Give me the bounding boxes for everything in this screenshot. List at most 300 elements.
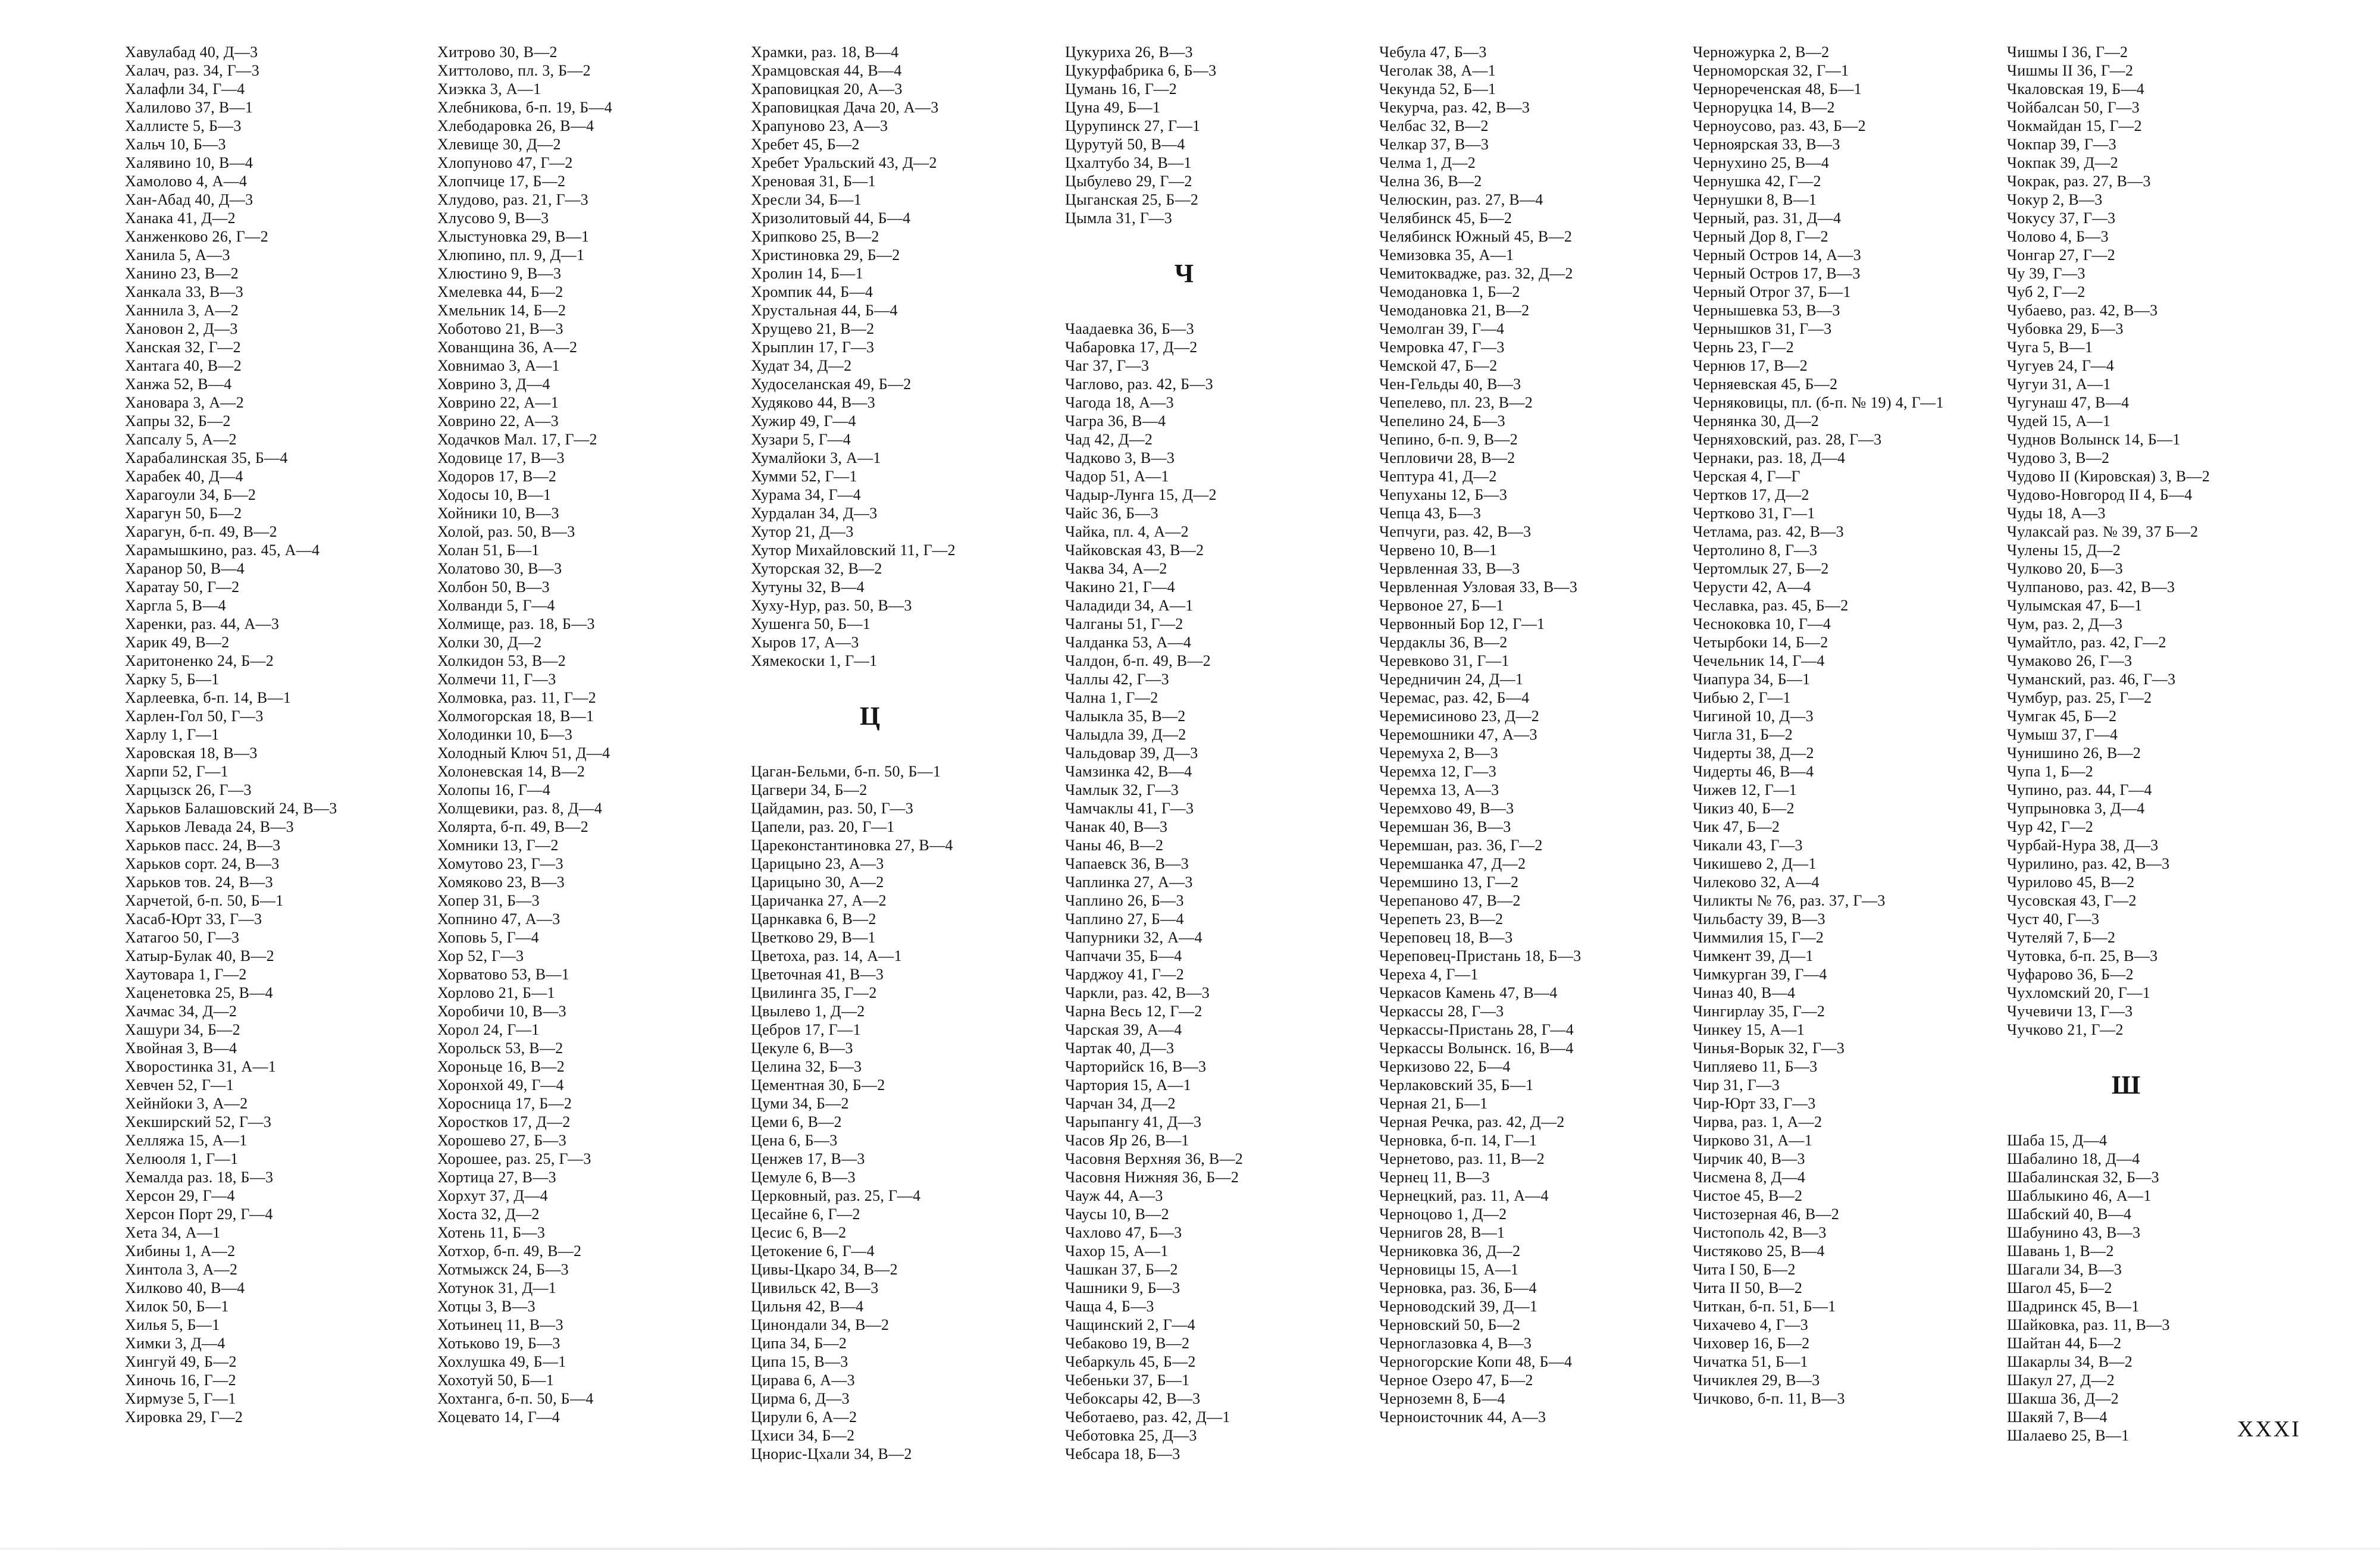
index-entry: Цареконстантиновка 27, В—4 xyxy=(751,837,953,854)
index-entry: Чебаково 19, В—2 xyxy=(1065,1335,1190,1352)
index-entry: Хапсалу 5, А—2 xyxy=(125,431,237,448)
index-entry: Черниковка 36, Д—2 xyxy=(1379,1242,1521,1260)
index-entry: Чалганы 51, Г—2 xyxy=(1065,615,1183,632)
index-entry: Хилья 5, Б—1 xyxy=(125,1316,220,1333)
index-entry: Чутовка, б-п. 25, В—3 xyxy=(2007,947,2158,965)
index-entry: Червонный Бор 12, Г—1 xyxy=(1379,615,1545,632)
index-entry: Черновка, раз. 36, Б—4 xyxy=(1379,1279,1537,1297)
index-entry: Чепчуги, раз. 42, В—3 xyxy=(1379,523,1532,540)
index-entry: Хантага 40, В—2 xyxy=(125,357,242,374)
index-entry: Чаща 4, Б—3 xyxy=(1065,1298,1154,1315)
index-entry: Чемизовка 35, А—1 xyxy=(1379,246,1514,264)
index-entry: Черемуха 2, В—3 xyxy=(1379,744,1498,762)
index-entry: Чамчаклы 41, Г—3 xyxy=(1065,800,1194,817)
index-entry: Червленная 33, В—3 xyxy=(1379,560,1520,577)
index-entry: Харьков тов. 24, В—3 xyxy=(125,873,273,891)
index-entry: Цемуле 6, В—3 xyxy=(751,1169,856,1186)
index-entry: Хотунок 31, Д—1 xyxy=(437,1279,557,1297)
index-entry: Чухломский 20, Г—1 xyxy=(2007,984,2151,1001)
index-entry: Чен-Гельды 40, В—3 xyxy=(1379,375,1521,393)
index-entry: Цирули 6, А—2 xyxy=(751,1408,857,1426)
index-entry: Черный Дор 8, Г—2 xyxy=(1693,228,1828,245)
index-entry: Харабек 40, Д—4 xyxy=(125,468,243,485)
index-entry: Чимкент 39, Д—1 xyxy=(1693,947,1814,965)
index-entry: Хлюстино 9, В—3 xyxy=(437,265,562,282)
index-entry: Чулены 15, Д—2 xyxy=(2007,541,2121,559)
index-entry: Хорольск 53, В—2 xyxy=(437,1039,563,1057)
index-entry: Харцызск 26, Г—3 xyxy=(125,781,252,799)
index-entry: Чемитоквадже, раз. 32, Д—2 xyxy=(1379,265,1573,282)
index-entry: Чубовка 29, Б—3 xyxy=(2007,320,2124,337)
index-entry: Шайтан 44, Б—2 xyxy=(2007,1335,2122,1352)
index-entry: Черкасов Камень 47, В—4 xyxy=(1379,984,1558,1001)
index-entry: Чичково, б-п. 11, В—3 xyxy=(1693,1390,1845,1407)
index-column-7 xyxy=(2007,43,2316,1445)
index-entry: Храповицкая 20, А—3 xyxy=(751,80,903,98)
index-entry: Хорватово 53, В—1 xyxy=(437,966,569,983)
index-entry: Чайс 36, Б—3 xyxy=(1065,505,1158,522)
index-entry: Чебеньки 37, Б—1 xyxy=(1065,1371,1190,1389)
index-column-3 xyxy=(751,43,1060,1463)
index-entry: Шабский 40, В—4 xyxy=(2007,1205,2132,1223)
index-entry: Цесис 6, В—2 xyxy=(751,1224,847,1241)
index-entry: Холярта, б-п. 49, В—2 xyxy=(437,818,589,835)
index-entry: Чадор 51, А—1 xyxy=(1065,468,1169,485)
index-entry: Хузари 5, Г—4 xyxy=(751,431,851,448)
index-entry: Чепелево, пл. 23, В—2 xyxy=(1379,394,1533,411)
index-entry: Цеми 6, В—2 xyxy=(751,1113,842,1131)
index-entry: Холопы 16, Г—4 xyxy=(437,781,551,799)
index-entry: Чутеляй 7, Б—2 xyxy=(2007,929,2116,946)
index-entry: Черный, раз. 31, Д—4 xyxy=(1693,209,1842,227)
index-entry: Хмелевка 44, Б—2 xyxy=(437,283,563,300)
index-entry: Храпуново 23, А—3 xyxy=(751,117,888,134)
index-entry: Хороньце 16, В—2 xyxy=(437,1058,565,1075)
index-entry: Чокрак, раз. 27, В—3 xyxy=(2007,173,2151,190)
index-entry: Чалдон, б-п. 49, В—2 xyxy=(1065,652,1211,669)
index-entry: Холодинки 10, Б—3 xyxy=(437,726,573,743)
index-entry: Хотень 11, Б—3 xyxy=(437,1224,546,1241)
index-entry: Хованщина 36, А—2 xyxy=(437,339,578,356)
index-entry: Чепелино 24, Б—3 xyxy=(1379,412,1505,430)
index-entry: Чеславка, раз. 45, Б—2 xyxy=(1693,597,1849,614)
index-entry: Шаблыкино 46, А—1 xyxy=(2007,1187,2152,1204)
index-entry: Цена 6, Б—3 xyxy=(751,1132,838,1149)
index-entry: Чердаклы 36, В—2 xyxy=(1379,634,1508,651)
index-entry: Хибины 1, А—2 xyxy=(125,1242,236,1260)
index-entry: Харлен-Гол 50, Г—3 xyxy=(125,707,264,725)
index-entry: Чу 39, Г—3 xyxy=(2007,265,2085,282)
index-entry: Хотцы 3, В—3 xyxy=(437,1298,536,1315)
index-entry: Химки 3, Д—4 xyxy=(125,1335,226,1352)
index-entry: Холванди 5, Г—4 xyxy=(437,597,555,614)
index-entry: Чемодановка 21, В—2 xyxy=(1379,302,1530,319)
index-entry: Хрыплин 17, Г—3 xyxy=(751,339,875,356)
index-entry: Шалаево 25, В—1 xyxy=(2007,1427,2130,1444)
index-entry: Часовня Верхняя 36, В—2 xyxy=(1065,1150,1244,1167)
index-entry: Черепеть 23, В—2 xyxy=(1379,910,1504,928)
index-entry: Цирма 6, Д—3 xyxy=(751,1390,850,1407)
index-entry: Хопер 31, Б—3 xyxy=(437,892,540,909)
index-entry: Чалыкла 35, В—2 xyxy=(1065,707,1186,725)
index-entry: Чернецкий, раз. 11, А—4 xyxy=(1379,1187,1549,1204)
index-entry: Хилково 40, В—4 xyxy=(125,1279,245,1297)
index-entry: Хитрово 30, В—2 xyxy=(437,43,558,61)
index-entry: Чернюв 17, В—2 xyxy=(1693,357,1808,374)
index-entry: Шакша 36, Д—2 xyxy=(2007,1390,2119,1407)
section-letter: Ч xyxy=(1174,259,1194,288)
index-entry: Черкассы 28, Г—3 xyxy=(1379,1003,1504,1020)
index-column-5 xyxy=(1379,43,1689,1426)
index-entry: Чернетово, раз. 11, В—2 xyxy=(1379,1150,1545,1167)
index-entry: Цуми 34, Б—2 xyxy=(751,1095,849,1112)
index-entry: Хавулабад 40, Д—3 xyxy=(125,43,258,61)
index-entry: Чингирлау 35, Г—2 xyxy=(1693,1003,1825,1020)
index-entry: Цукурфабрика 6, Б—3 xyxy=(1065,62,1217,79)
index-entry: Холбон 50, В—3 xyxy=(437,578,550,596)
index-entry: Черемисиново 23, Д—2 xyxy=(1379,707,1540,725)
index-entry: Шабалинская 32, Б—3 xyxy=(2007,1169,2159,1186)
index-entry: Хапры 32, Б—2 xyxy=(125,412,231,430)
index-entry: Черемхово 49, В—3 xyxy=(1379,800,1514,817)
index-entry: Хорошее, раз. 25, Г—3 xyxy=(437,1150,591,1167)
index-entry: Чита II 50, В—2 xyxy=(1693,1279,1803,1297)
index-entry: Харагун 50, Б—2 xyxy=(125,505,242,522)
index-entry: Червленная Узловая 33, В—3 xyxy=(1379,578,1578,596)
index-entry: Хиночь 16, Г—2 xyxy=(125,1371,236,1389)
index-entry: Чапаевск 36, В—3 xyxy=(1065,855,1189,872)
index-entry: Черное Озеро 47, Б—2 xyxy=(1379,1371,1533,1389)
index-entry: Чаркли, раз. 42, В—3 xyxy=(1065,984,1210,1001)
index-entry: Цивы-Цкаро 34, В—2 xyxy=(751,1261,898,1278)
index-entry: Хрипково 25, В—2 xyxy=(751,228,879,245)
index-entry: Хоботово 21, В—3 xyxy=(437,320,563,337)
index-entry: Чечельник 14, Г—4 xyxy=(1693,652,1825,669)
index-entry: Челма 1, Д—2 xyxy=(1379,154,1476,171)
index-entry: Чемолган 39, Г—4 xyxy=(1379,320,1505,337)
index-entry: Чибью 2, Г—1 xyxy=(1693,689,1791,706)
index-entry: Хортица 27, В—3 xyxy=(437,1169,556,1186)
index-entry: Чиховер 16, Б—2 xyxy=(1693,1335,1810,1352)
index-entry: Челюскин, раз. 27, В—4 xyxy=(1379,191,1543,208)
index-entry: Чартак 40, Д—3 xyxy=(1065,1039,1175,1057)
index-entry: Черевково 31, Г—1 xyxy=(1379,652,1510,669)
index-entry: Чебула 47, Б—3 xyxy=(1379,43,1487,61)
index-entry: Чонгар 27, Г—2 xyxy=(2007,246,2116,264)
index-entry: Цнорис-Цхали 34, В—2 xyxy=(751,1445,912,1463)
index-entry: Холмовка, раз. 11, Г—2 xyxy=(437,689,597,706)
index-entry: Храмки, раз. 18, В—4 xyxy=(751,43,899,61)
index-entry: Храмцовская 44, В—4 xyxy=(751,62,902,79)
index-entry: Хлопуново 47, Г—2 xyxy=(437,154,573,171)
index-entry: Четырбоки 14, Б—2 xyxy=(1693,634,1828,651)
index-entry: Чапчачи 35, Б—4 xyxy=(1065,947,1182,965)
index-entry: Хоста 32, Д—2 xyxy=(437,1205,540,1223)
index-entry: Хрустальная 44, Б—4 xyxy=(751,302,898,319)
index-entry: Чум, раз. 2, Д—3 xyxy=(2007,615,2123,632)
index-entry: Чебоксары 42, В—3 xyxy=(1065,1390,1201,1407)
index-entry: Чугунаш 47, В—4 xyxy=(2007,394,2130,411)
index-entry: Цымла 31, Г—3 xyxy=(1065,209,1172,227)
index-entry: Чахор 15, А—1 xyxy=(1065,1242,1169,1260)
index-entry: Черемшино 13, Г—2 xyxy=(1379,873,1519,891)
index-entry: Чернореченская 48, Б—1 xyxy=(1693,80,1862,98)
index-entry: Чусовская 43, Г—2 xyxy=(2007,892,2137,909)
index-entry: Халафли 34, Г—4 xyxy=(125,80,245,98)
index-entry: Хутуны 32, В—4 xyxy=(751,578,865,596)
index-entry: Хутор 21, Д—3 xyxy=(751,523,854,540)
index-entry: Худоселанская 49, Б—2 xyxy=(751,375,912,393)
index-entry: Чадыр-Лунга 15, Д—2 xyxy=(1065,486,1217,503)
index-entry: Хлюпино, пл. 9, Д—1 xyxy=(437,246,585,264)
index-entry: Чемодановка 1, Б—2 xyxy=(1379,283,1520,300)
index-entry: Чурилино, раз. 42, В—3 xyxy=(2007,855,2170,872)
index-entry: Хевчен 52, Г—1 xyxy=(125,1076,234,1094)
index-column-2 xyxy=(437,43,747,1426)
index-entry: Халилово 37, В—1 xyxy=(125,99,253,116)
index-entry: Чипляево 11, Б—3 xyxy=(1693,1058,1818,1075)
index-entry: Чертково 31, Г—1 xyxy=(1693,505,1815,522)
index-entry: Хотхор, б-п. 49, В—2 xyxy=(437,1242,582,1260)
index-entry: Черемшанка 47, Д—2 xyxy=(1379,855,1526,872)
index-entry: Чанак 40, В—3 xyxy=(1065,818,1168,835)
index-entry: Челна 36, В—2 xyxy=(1379,173,1482,190)
index-entry: Хребет 45, Б—2 xyxy=(751,136,860,153)
index-entry: Херсон 29, Г—4 xyxy=(125,1187,235,1204)
index-entry: Челябинск Южный 45, В—2 xyxy=(1379,228,1573,245)
index-entry: Ханкала 33, В—3 xyxy=(125,283,244,300)
index-entry: Хиэкка 3, А—1 xyxy=(437,80,541,98)
index-entry: Хейнйоки 3, А—2 xyxy=(125,1095,248,1112)
index-entry: Чадково 3, В—3 xyxy=(1065,449,1175,466)
index-entry: Хлебодаровка 26, В—4 xyxy=(437,117,594,134)
index-entry: Шаба 15, Д—4 xyxy=(2007,1132,2107,1149)
index-entry: Хлебникова, б-п. 19, Б—4 xyxy=(437,99,613,116)
index-entry: Хлопчице 17, Б—2 xyxy=(437,173,566,190)
index-entry: Чихачево 4, Г—3 xyxy=(1693,1316,1809,1333)
index-entry: Чернец 11, В—3 xyxy=(1379,1169,1490,1186)
index-entry: Черноземн 8, Б—4 xyxy=(1379,1390,1505,1407)
index-entry: Черноисточник 44, А—3 xyxy=(1379,1408,1546,1426)
index-entry: Хрущево 21, В—2 xyxy=(751,320,875,337)
index-entry: Чайковская 43, В—2 xyxy=(1065,541,1204,559)
index-entry: Хурама 34, Г—4 xyxy=(751,486,861,503)
index-entry: Чумбур, раз. 25, Г—2 xyxy=(2007,689,2152,706)
index-entry: Шакарлы 34, В—2 xyxy=(2007,1353,2132,1370)
index-entry: Чучевичи 13, Г—3 xyxy=(2007,1003,2133,1020)
index-entry: Чередничин 24, Д—1 xyxy=(1379,671,1524,688)
index-entry: Шайковка, раз. 11, В—3 xyxy=(2007,1316,2170,1333)
index-entry: Цильня 42, В—4 xyxy=(751,1298,864,1315)
index-entry: Ховнимао 3, А—1 xyxy=(437,357,560,374)
index-entry: Хойники 10, В—3 xyxy=(437,505,559,522)
index-entry: Чистозерная 46, В—2 xyxy=(1693,1205,1840,1223)
index-entry: Чернигов 28, В—1 xyxy=(1379,1224,1505,1241)
section-letter: Ш xyxy=(2111,1070,2141,1100)
index-entry: Цвилинга 35, Г—2 xyxy=(751,984,877,1001)
index-entry: Чупрыновка 3, Д—4 xyxy=(2007,800,2145,817)
index-entry: Чарна Весь 12, Г—2 xyxy=(1065,1003,1202,1020)
index-entry: Чупа 1, Б—2 xyxy=(2007,763,2094,780)
index-entry: Чаны 46, В—2 xyxy=(1065,837,1164,854)
section-spacer xyxy=(751,744,1060,762)
index-entry: Чагода 18, А—3 xyxy=(1065,394,1174,411)
index-entry: Чаплино 26, Б—3 xyxy=(1065,892,1184,909)
index-entry: Черногорские Копи 48, Б—4 xyxy=(1379,1353,1573,1370)
index-entry: Черный Отрог 37, Б—1 xyxy=(1693,283,1851,300)
index-entry: Черновицы 15, А—1 xyxy=(1379,1261,1519,1278)
index-entry: Чернухино 25, В—4 xyxy=(1693,154,1830,171)
index-entry: Ханжа 52, В—4 xyxy=(125,375,232,393)
index-entry: Хаутовара 1, Г—2 xyxy=(125,966,247,983)
index-entry: Череха 4, Г—1 xyxy=(1379,966,1479,983)
index-entry: Черемшан 36, В—3 xyxy=(1379,818,1511,835)
index-entry: Черемшан, раз. 36, Г—2 xyxy=(1379,837,1543,854)
index-entry: Хотмыжск 24, Б—3 xyxy=(437,1261,569,1278)
index-entry: Ханнила 3, А—2 xyxy=(125,302,239,319)
index-entry: Чернушки 8, В—1 xyxy=(1693,191,1817,208)
index-entry: Чальдовар 39, Д—3 xyxy=(1065,744,1198,762)
index-entry: Цагвери 34, Б—2 xyxy=(751,781,868,799)
index-column-1 xyxy=(125,43,434,1426)
index-entry: Чертолино 8, Г—3 xyxy=(1693,541,1818,559)
index-entry: Чаллы 42, Г—3 xyxy=(1065,671,1169,688)
index-entry: Хумалйоки 3, А—1 xyxy=(751,449,881,466)
index-entry: Ханака 41, Д—2 xyxy=(125,209,236,227)
index-entry: Чирково 31, А—1 xyxy=(1693,1132,1812,1149)
index-entry: Хировка 29, Г—2 xyxy=(125,1408,243,1426)
index-entry: Харик 49, В—2 xyxy=(125,634,230,651)
index-entry: Чеботаево, раз. 42, Д—1 xyxy=(1065,1408,1230,1426)
index-entry: Черкассы Волынск. 16, В—4 xyxy=(1379,1039,1574,1057)
index-entry: Часов Яр 26, В—1 xyxy=(1065,1132,1189,1149)
index-entry: Чиназ 40, В—4 xyxy=(1693,984,1796,1001)
index-entry: Чарторийск 16, В—3 xyxy=(1065,1058,1207,1075)
index-entry: Хорлово 21, Б—1 xyxy=(437,984,555,1001)
index-entry: Хасаб-Юрт 33, Г—3 xyxy=(125,910,262,928)
index-entry: Чумайтло, раз. 42, Г—2 xyxy=(2007,634,2166,651)
index-entry: Чудово II (Кировская) 3, В—2 xyxy=(2007,468,2210,485)
index-entry: Хальч 10, Б—3 xyxy=(125,136,226,153)
index-entry: Чур 42, Г—2 xyxy=(2007,818,2094,835)
index-entry: Шагали 34, В—3 xyxy=(2007,1261,2122,1278)
index-entry: Хоросница 17, Б—2 xyxy=(437,1095,572,1112)
index-entry: Харатау 50, Г—2 xyxy=(125,578,240,596)
index-entry: Хатыр-Булак 40, В—2 xyxy=(125,947,274,965)
index-entry: Чауж 44, А—3 xyxy=(1065,1187,1163,1204)
index-entry: Чупино, раз. 44, Г—4 xyxy=(2007,781,2152,799)
index-entry: Хиттолово, пл. 3, Б—2 xyxy=(437,62,591,79)
index-entry: Чичиклея 29, В—3 xyxy=(1693,1371,1820,1389)
index-entry: Чуманский, раз. 46, Г—3 xyxy=(2007,671,2176,688)
index-entry: Хамолово 4, А—4 xyxy=(125,173,248,190)
index-entry: Харанор 50, В—4 xyxy=(125,560,245,577)
index-entry: Чудово-Новгород II 4, Б—4 xyxy=(2007,486,2193,503)
index-entry: Чолово 4, Б—3 xyxy=(2007,228,2109,245)
index-column-6 xyxy=(1693,43,2002,1408)
index-entry: Харьков сорт. 24, В—3 xyxy=(125,855,280,872)
index-entry: Хемалда раз. 18, Б—3 xyxy=(125,1169,274,1186)
index-entry: Чаплино 27, Б—4 xyxy=(1065,910,1184,928)
index-entry: Хурдалан 34, Д—3 xyxy=(751,505,878,522)
index-entry: Чулпаново, раз. 42, В—3 xyxy=(2007,578,2175,596)
index-entry: Чикали 43, Г—3 xyxy=(1693,837,1803,854)
index-entry: Шакяй 7, В—4 xyxy=(2007,1408,2107,1426)
index-entry: Чинья-Ворык 32, Г—3 xyxy=(1693,1039,1845,1057)
index-entry: Чернышков 31, Г—3 xyxy=(1693,320,1832,337)
index-entry: Шадринск 45, В—1 xyxy=(2007,1298,2140,1315)
index-entry: Цаган-Бельми, б-п. 50, Б—1 xyxy=(751,763,941,780)
index-entry: Чуды 18, А—3 xyxy=(2007,505,2106,522)
index-entry: Часовня Нижняя 36, Б—2 xyxy=(1065,1169,1239,1186)
index-entry: Хлудово, раз. 21, Г—3 xyxy=(437,191,588,208)
index-entry: Харгла 5, В—4 xyxy=(125,597,226,614)
index-entry: Хорошево 27, Б—3 xyxy=(437,1132,567,1149)
index-entry: Хекширский 52, Г—3 xyxy=(125,1113,272,1131)
index-entry: Чуга 5, В—1 xyxy=(2007,339,2093,356)
index-entry: Череповец 18, В—3 xyxy=(1379,929,1513,946)
index-entry: Чарчан 34, Д—2 xyxy=(1065,1095,1176,1112)
index-entry: Чагра 36, В—4 xyxy=(1065,412,1166,430)
index-entry: Черняховский, раз. 28, Г—3 xyxy=(1693,431,1882,448)
index-entry: Хоцевато 14, Г—4 xyxy=(437,1408,560,1426)
index-entry: Чеголак 38, А—1 xyxy=(1379,62,1496,79)
index-entry: Челябинск 45, Б—2 xyxy=(1379,209,1512,227)
index-entry: Ходовице 17, В—3 xyxy=(437,449,565,466)
index-entry: Холмогорская 18, В—1 xyxy=(437,707,594,725)
index-entry: Челбас 32, В—2 xyxy=(1379,117,1489,134)
page-number: XXXI xyxy=(2237,1417,2301,1442)
index-entry: Чокмайдан 15, Г—2 xyxy=(2007,117,2142,134)
index-entry: Черноводский 39, Д—1 xyxy=(1379,1298,1538,1315)
index-entry: Черемха 13, А—3 xyxy=(1379,781,1499,799)
index-entry: Черемха 12, Г—3 xyxy=(1379,763,1497,780)
index-entry: Чебсара 18, Б—3 xyxy=(1065,1445,1180,1463)
index-entry: Чабаровка 17, Д—2 xyxy=(1065,339,1198,356)
index-entry: Череповец-Пристань 18, Б—3 xyxy=(1379,947,1582,965)
index-entry: Чекунда 52, Б—1 xyxy=(1379,80,1496,98)
index-column-4 xyxy=(1065,43,1374,1463)
index-entry: Цветково 29, В—1 xyxy=(751,929,876,946)
index-entry: Харку 5, Б—1 xyxy=(125,671,220,688)
index-entry: Чокусу 37, Г—3 xyxy=(2007,209,2116,227)
index-entry: Хворостинка 31, А—1 xyxy=(125,1058,277,1075)
index-entry: Ховрино 3, Д—4 xyxy=(437,375,550,393)
index-entry: Халявино 10, В—4 xyxy=(125,154,253,171)
index-entry: Чуднов Волынск 14, Б—1 xyxy=(2007,431,2181,448)
index-entry: Чик 47, Б—2 xyxy=(1693,818,1780,835)
index-entry: Холмище, раз. 18, Б—3 xyxy=(437,615,595,632)
index-entry: Хлыстуновка 29, В—1 xyxy=(437,228,590,245)
index-entry: Хребет Уральский 43, Д—2 xyxy=(751,154,937,171)
index-entry: Хролин 14, Б—1 xyxy=(751,265,863,282)
index-entry: Чептура 41, Д—2 xyxy=(1379,468,1497,485)
index-entry: Челкар 37, В—3 xyxy=(1379,136,1489,153)
index-entry: Чебаркуль 45, Б—2 xyxy=(1065,1353,1196,1370)
index-entry: Цуна 49, Б—1 xyxy=(1065,99,1161,116)
index-entry: Чубаево, раз. 42, В—3 xyxy=(2007,302,2158,319)
index-entry: Чидерты 46, В—4 xyxy=(1693,763,1814,780)
index-entry: Царицыно 30, А—2 xyxy=(751,873,884,891)
index-entry: Чимкурган 39, Г—4 xyxy=(1693,966,1827,983)
index-entry: Харлу 1, Г—1 xyxy=(125,726,220,743)
index-entry: Чернянка 30, Д—2 xyxy=(1693,412,1820,430)
index-entry: Холодный Ключ 51, Д—4 xyxy=(437,744,610,762)
index-entry: Черноглазовка 4, В—3 xyxy=(1379,1335,1532,1352)
index-entry: Чистополь 42, В—3 xyxy=(1693,1224,1827,1241)
index-entry: Хорхут 37, Д—4 xyxy=(437,1187,548,1204)
index-entry: Читкан, б-п. 51, Б—1 xyxy=(1693,1298,1836,1315)
